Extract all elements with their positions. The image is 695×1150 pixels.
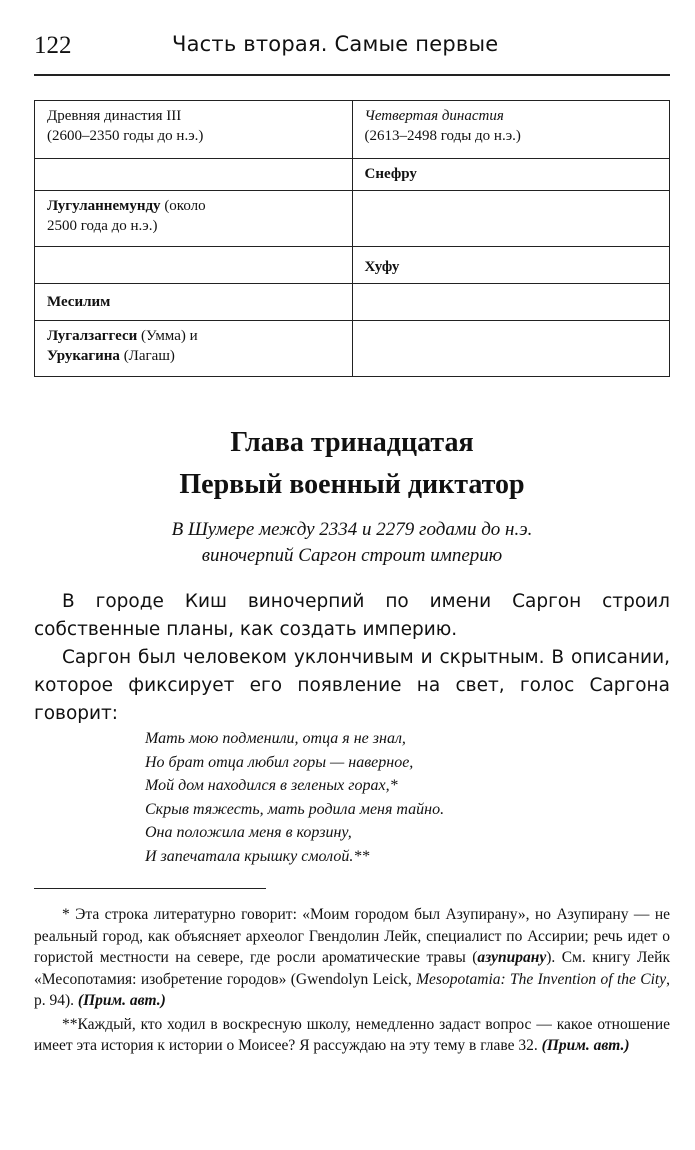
ruler-name: Хуфу (364, 259, 400, 275)
footnote-text: ). См. книгу Лейк «Месопотамия: изобретение городов» (Gwendolyn Leick, (34, 949, 671, 988)
footnotes (34, 904, 670, 1057)
chapter-heading (34, 422, 670, 506)
table-row (35, 159, 670, 191)
footnote-text: , p. 94). (34, 970, 670, 1009)
table-row (35, 284, 670, 321)
poem-line: И запечатала крышку смолой.** (145, 847, 370, 865)
chapter-title: Первый военный диктатор (179, 469, 525, 500)
table-cell (35, 159, 353, 191)
table-cell (35, 247, 353, 284)
ruler-name: Снефру (364, 166, 417, 182)
subtitle-line: В Шумере между 2334 и 2279 годами до н.э. (171, 519, 533, 540)
ruler-note: (Умма) и (137, 328, 198, 344)
table-row (35, 101, 670, 159)
ruler-name: Лугуланнемунду (47, 198, 161, 214)
author-note: (Прим. авт.) (541, 1037, 630, 1054)
ruler-note: (Лагаш) (119, 348, 175, 364)
poem-line: Мать мою подменили, отца я не знал, (145, 730, 406, 747)
poem-line: Она положила меня в корзину, (145, 824, 352, 841)
table-cell (35, 321, 353, 377)
table-cell (35, 284, 353, 321)
dynasty-comparison-table (34, 100, 670, 377)
ruler-note: (около (160, 198, 206, 214)
footnote-2 (34, 1014, 670, 1057)
chapter-number: Глава тринадцатая (230, 427, 474, 458)
poem-quote (145, 727, 665, 868)
table-cell (352, 247, 670, 284)
footnote-text: **Каждый, кто ходил в воскресную школу, немедленно задаст вопрос — какое отношение имеет эта история к истории о Моисее? Я рассуждаю на эту тему в главе 32. (34, 1015, 670, 1054)
table-row (35, 191, 670, 247)
table-cell (35, 191, 353, 247)
footnote-text: * Эта строка литературно говорит: «Моим городом был Азупирану», но Азупирану — не реальный город, как объясняет археолог Гвендолин Лейк, специалист по Ассирии; речь идет о гористой местности на севере, где росли ароматические травы ( (34, 906, 670, 966)
paragraph: Саргон был человеком уклончивым и скрытным. В описании, которое фиксирует его появление на свет, голос Саргона говорит: (34, 647, 670, 724)
column-title-left: Древняя династия III (47, 108, 182, 124)
column-title-right: Четвертая династия (364, 108, 504, 124)
table-cell (352, 284, 670, 321)
table-cell (35, 101, 353, 159)
author-note: (Прим. авт.) (77, 992, 166, 1009)
ruler-name: Месилим (47, 294, 111, 310)
body-text (34, 588, 670, 728)
table-row (35, 321, 670, 377)
column-dates-right: (2613–2498 годы до н.э.) (364, 128, 521, 144)
column-dates-left: (2600–2350 годы до н.э.) (47, 128, 204, 144)
poem-line: Скрыв тяжесть, мать родила меня тайно. (145, 800, 445, 818)
running-header (34, 30, 670, 76)
ruler-name: Лугалзаггеси (47, 328, 138, 344)
subtitle-line: виночерпий Саргон строит империю (201, 545, 503, 566)
page-number: 122 (34, 32, 72, 59)
footnote-term: азупирану (477, 949, 547, 966)
poem-line: Мой дом находился в зеленых горах,* (145, 777, 398, 794)
table-cell (352, 159, 670, 191)
table-cell (352, 321, 670, 377)
ruler-note: 2500 года до н.э.) (47, 218, 158, 234)
ruler-name: Урукагина (47, 348, 120, 364)
paragraph: В городе Киш виночерпий по имени Саргон строил собственные планы, как создать империю. (34, 591, 670, 640)
chapter-subtitle (34, 517, 670, 569)
footnote-divider (34, 888, 266, 889)
footnote-book-title: Mesopotamia: The Invention of the City (416, 970, 667, 988)
poem-line: Но брат отца любил горы — наверное, (145, 753, 414, 771)
footnote-1 (34, 904, 670, 1012)
table-row (35, 247, 670, 284)
table-cell (352, 191, 670, 247)
running-title: Часть вторая. Самые первые (172, 32, 499, 56)
table-cell (352, 101, 670, 159)
